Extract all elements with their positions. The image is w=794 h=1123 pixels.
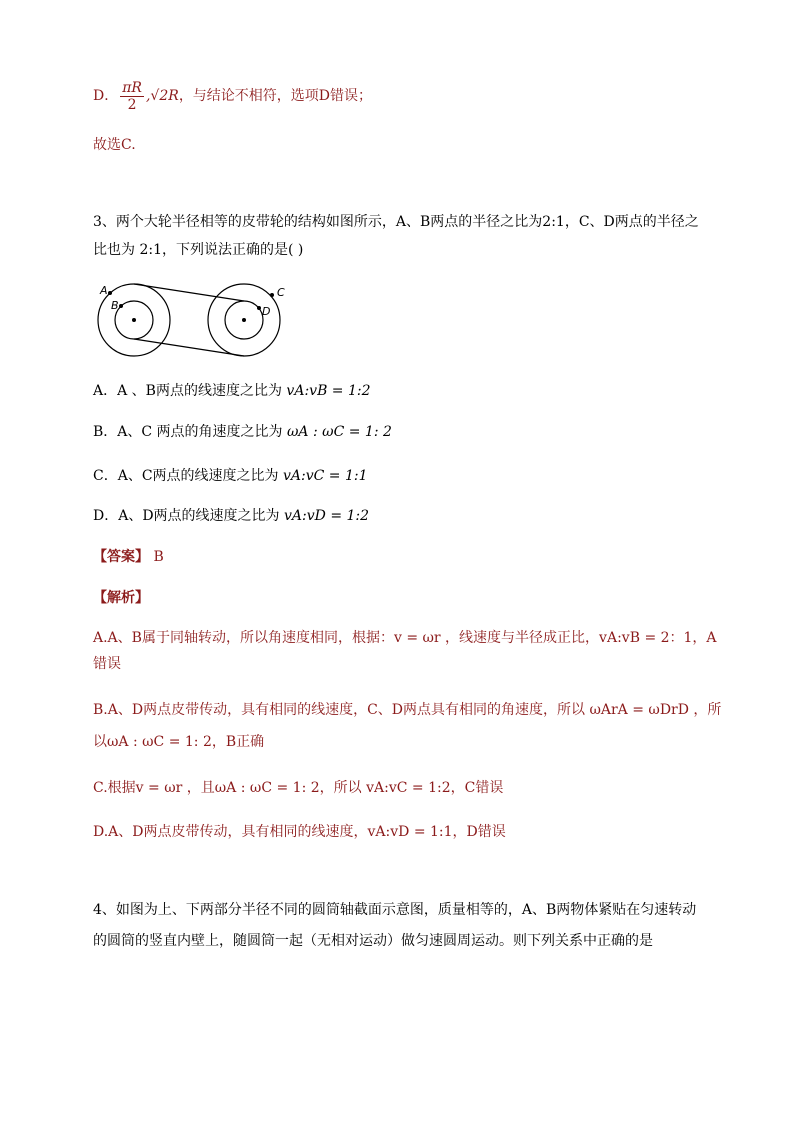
option-d-text: D．A、D两点的线速度之比为 bbox=[93, 508, 285, 524]
prev-option-d bbox=[93, 78, 372, 114]
point-b bbox=[119, 304, 123, 308]
option-b-text: B．A、C 两点的角速度之比为 bbox=[93, 424, 288, 440]
q3-stem-line2: 比也为 2:1，下列说法正确的是( ) bbox=[93, 242, 304, 258]
sqrt-term: ,√2R bbox=[145, 88, 179, 104]
q3-option-d[interactable] bbox=[93, 506, 369, 526]
analysis-line-d: D.A、D两点皮带传动，具有相同的线速度，vA:vD = 1:1，D错误 bbox=[93, 824, 506, 840]
analysis-line-a2: 错误 bbox=[93, 656, 121, 672]
option-c-formula: vA:vC = 1:1 bbox=[282, 468, 368, 484]
q3-option-c[interactable] bbox=[93, 466, 368, 486]
analysis-label: 【解析】 bbox=[93, 590, 149, 606]
option-c-text: C．A、C两点的线速度之比为 bbox=[93, 468, 283, 484]
pi-r-over-2-fraction bbox=[120, 80, 144, 113]
fraction-denominator: 2 bbox=[127, 96, 137, 113]
option-d-formula: vA:vD = 1:2 bbox=[284, 508, 370, 524]
label-a: A bbox=[100, 284, 108, 297]
left-axis-dot bbox=[132, 318, 136, 322]
point-a bbox=[108, 291, 112, 295]
q3-option-b[interactable] bbox=[93, 422, 392, 442]
belt-top bbox=[134, 284, 244, 301]
answer-value: B bbox=[153, 549, 164, 565]
option-b-formula: ωA : ωC = 1: 2 bbox=[287, 424, 392, 440]
q4-stem-line2: 的圆筒的竖直内壁上，随圆筒一起（无相对运动）做匀速圆周运动。则下列关系中正确的是 bbox=[93, 933, 653, 949]
prev-conclusion: 故选C. bbox=[93, 137, 136, 153]
belt-bottom bbox=[134, 339, 244, 356]
q4-stem-line1: 4、如图为上、下两部分半径不同的圆筒轴截面示意图，质量相等的，A、B两物体紧贴在匀速转动 bbox=[93, 902, 697, 918]
prev-option-d-prefix: D． bbox=[93, 88, 119, 104]
analysis-line-a1: A.A、B属于同轴转动，所以角速度相同，根据：v = ωr ，线速度与半径成正比，vA:vB = 2：1，A bbox=[93, 630, 717, 646]
q3-stem-line1: 3、两个大轮半径相等的皮带轮的结构如图所示，A、B两点的半径之比为2:1，C、D两点的半径之 bbox=[93, 214, 699, 230]
q3-option-a[interactable] bbox=[93, 381, 371, 401]
point-c bbox=[270, 293, 274, 297]
label-d: D bbox=[262, 305, 271, 318]
right-axis-dot bbox=[242, 318, 246, 322]
point-d bbox=[257, 306, 261, 310]
analysis-line-b2: 以ωA : ωC = 1: 2，B正确 bbox=[93, 734, 265, 750]
q3-answer bbox=[93, 547, 164, 567]
label-b: B bbox=[111, 299, 119, 312]
answer-label: 【答案】 bbox=[93, 549, 149, 565]
option-a-formula: vA:vB = 1:2 bbox=[286, 383, 371, 399]
belt-pulley-figure bbox=[92, 280, 292, 360]
prev-option-d-suffix: ，与结论不相符，选项D错误； bbox=[178, 88, 373, 104]
fraction-numerator: πR bbox=[122, 79, 142, 96]
label-c: C bbox=[277, 286, 285, 299]
option-a-text: A．A 、B两点的线速度之比为 bbox=[93, 383, 287, 399]
analysis-line-b1: B.A、D两点皮带传动，具有相同的线速度，C、D两点具有相同的角速度，所以 ωArA = ωDrD ，所 bbox=[93, 702, 722, 718]
analysis-line-c: C.根据v = ωr ，且ωA : ωC = 1: 2，所以 vA:vC = 1:2，C错误 bbox=[93, 780, 504, 796]
